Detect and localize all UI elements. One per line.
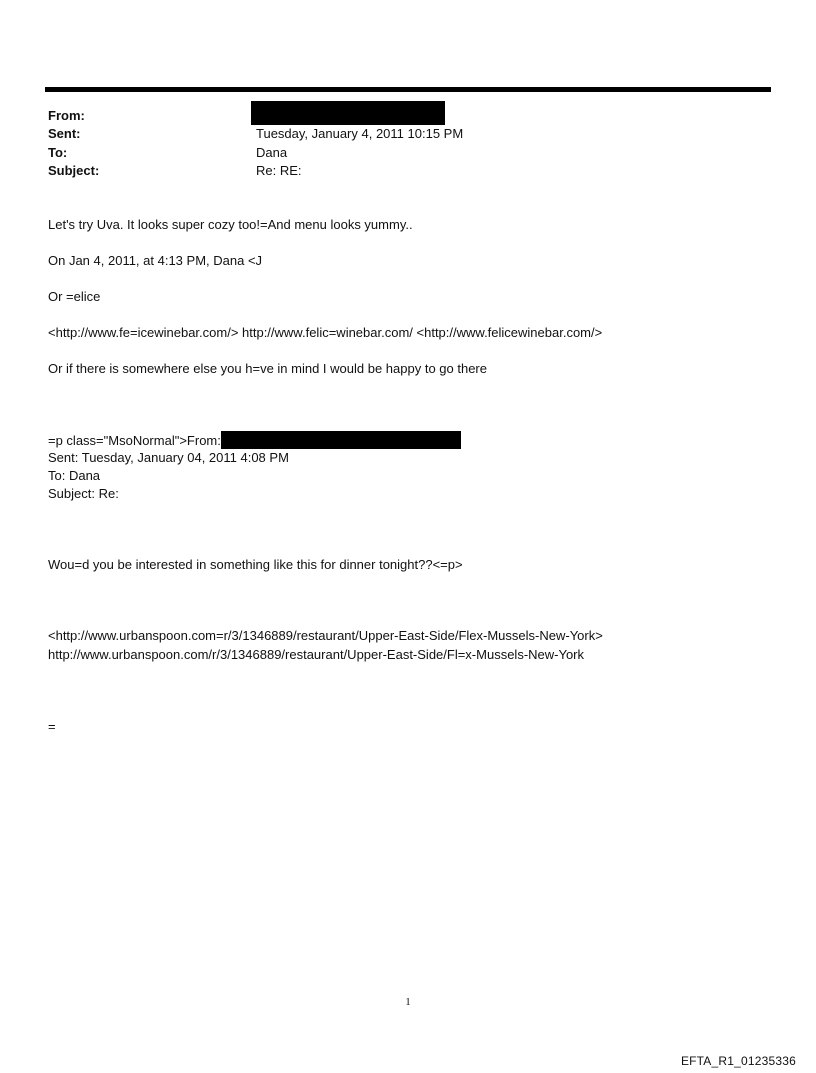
body-line-3: Or =elice	[48, 289, 101, 304]
from-redaction	[251, 101, 445, 125]
body-line-1: Let's try Uva. It looks super cozy too!=And menu looks yummy..	[48, 217, 413, 232]
quoted-from-text: =p class="MsoNormal">From:	[48, 433, 221, 448]
quoted-sent-line: Sent: Tuesday, January 04, 2011 4:08 PM	[48, 450, 289, 465]
subject-label: Subject:	[48, 163, 100, 178]
urbanspoon-link-1: <http://www.urbanspoon.com=r/3/1346889/restaurant/Upper-East-Side/Flex-Mussels-New-York>	[48, 628, 603, 643]
to-label: To:	[48, 145, 68, 160]
subject-value: Re: RE:	[256, 163, 302, 178]
sent-label: Sent:	[48, 126, 81, 141]
body-trailer: =	[48, 719, 56, 734]
quoted-from-redaction	[221, 431, 461, 449]
quoted-subject-line: Subject: Re:	[48, 486, 119, 501]
sent-value: Tuesday, January 4, 2011 10:15 PM	[256, 126, 464, 141]
body-line-5: Or if there is somewhere else you h=ve in mind I would be happy to go there	[48, 361, 487, 376]
body-line-4: <http://www.fe=icewinebar.com/> http://www.felic=winebar.com/ <http://www.felicewinebar.com/>	[48, 325, 603, 340]
body-line-6: Wou=d you be interested in something like this for dinner tonight??<=p>	[48, 557, 463, 572]
from-label: From:	[48, 108, 85, 123]
quoted-from-line	[48, 431, 461, 449]
urbanspoon-link-2: http://www.urbanspoon.com/r/3/1346889/restaurant/Upper-East-Side/Fl=x-Mussels-New-York	[48, 647, 585, 662]
quoted-to-line: To: Dana	[48, 468, 101, 483]
to-value: Dana	[256, 145, 288, 160]
body-line-2: On Jan 4, 2011, at 4:13 PM, Dana <J	[48, 253, 263, 268]
document-id: EFTA_R1_01235336	[680, 1054, 796, 1068]
page-number: 1	[405, 996, 411, 1008]
header-rule	[45, 87, 771, 92]
